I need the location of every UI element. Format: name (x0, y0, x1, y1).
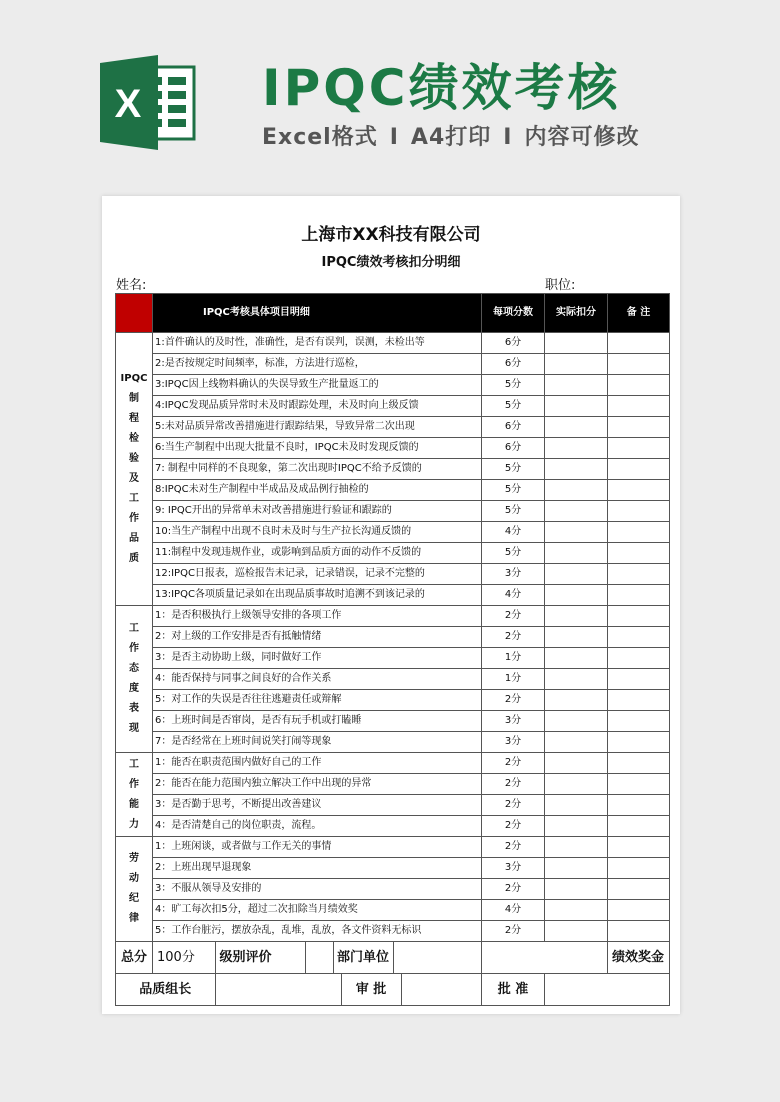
category-char: 作 (129, 643, 139, 654)
item-points: 3分 (482, 564, 545, 585)
category-char: 验 (129, 453, 139, 464)
company-name: 上海市XX科技有限公司 (301, 225, 481, 245)
table-row (116, 774, 670, 795)
note-cell[interactable] (608, 585, 670, 606)
review-value[interactable] (401, 974, 481, 1005)
table-row (116, 711, 670, 732)
item-text: 7：是否经常在上班时间说笑打闹等现象 (153, 732, 482, 753)
name-label: 姓名: (116, 278, 147, 293)
note-cell[interactable] (608, 816, 670, 837)
category-char: IPQC (120, 373, 148, 384)
table-row (116, 375, 670, 396)
banner-editable: 内容可修改 (524, 125, 640, 150)
footer-total-row (116, 942, 670, 974)
table-row (116, 585, 670, 606)
actual-deduction-cell[interactable] (545, 837, 608, 858)
note-cell[interactable] (608, 627, 670, 648)
note-cell[interactable] (608, 774, 670, 795)
actual-deduction-cell[interactable] (545, 375, 608, 396)
item-text: 13:IPQC各项质量记录如在出现品质事故时追溯不到该记录的 (153, 585, 482, 606)
actual-deduction-cell[interactable] (545, 690, 608, 711)
category-char: 力 (129, 818, 139, 830)
header-actual: 实际扣分 (545, 294, 608, 333)
category-char: 动 (129, 873, 139, 884)
note-cell[interactable] (608, 375, 670, 396)
table-row (116, 879, 670, 900)
note-cell[interactable] (608, 921, 670, 942)
item-text: 12:IPQC日报表，巡检报告未记录，记录错误，记录不完整的 (153, 564, 482, 585)
category-char: 工 (129, 758, 139, 770)
note-cell[interactable] (608, 564, 670, 585)
item-text: 2：上班出现早退现象 (153, 858, 482, 879)
item-points: 5分 (482, 501, 545, 522)
note-cell[interactable] (608, 732, 670, 753)
footer-approval-row (116, 974, 670, 1006)
item-text: 2：能否在能力范围内独立解决工作中出现的异常 (153, 774, 482, 795)
total-label: 总分 (116, 942, 153, 974)
table-row (116, 438, 670, 459)
qa-leader-value[interactable] (215, 974, 341, 1005)
item-points: 3分 (482, 858, 545, 879)
actual-deduction-cell[interactable] (545, 585, 608, 606)
category-char: 检 (129, 433, 139, 444)
evaluation-table (115, 293, 670, 1006)
item-text: 4：能否保持与同事之间良好的合作关系 (153, 669, 482, 690)
svg-text:X: X (114, 82, 142, 126)
table-row (116, 900, 670, 921)
category-char: 度 (129, 683, 139, 694)
category-char: 工 (129, 493, 139, 504)
item-points: 2分 (482, 795, 545, 816)
item-points: 2分 (482, 627, 545, 648)
table-row (116, 858, 670, 879)
note-cell[interactable] (608, 858, 670, 879)
item-points: 5分 (482, 543, 545, 564)
actual-deduction-cell[interactable] (545, 354, 608, 375)
qa-leader-label: 品质组长 (116, 974, 215, 1005)
banner-print: A4打印 (410, 125, 492, 150)
table-row (116, 333, 670, 354)
item-points: 2分 (482, 837, 545, 858)
dept-label: 部门单位 (333, 942, 393, 973)
item-points: 6分 (482, 354, 545, 375)
table-row (116, 795, 670, 816)
sheet-subtitle: IPQC绩效考核扣分明细 (321, 255, 461, 270)
note-cell[interactable] (608, 417, 670, 438)
category-char: 工 (129, 623, 139, 634)
category-char: 纪 (129, 893, 139, 904)
dept-value-cell[interactable] (482, 942, 608, 974)
category-char: 现 (129, 723, 139, 734)
actual-deduction-cell[interactable] (545, 711, 608, 732)
actual-deduction-cell[interactable] (545, 795, 608, 816)
category-char: 制 (129, 393, 139, 404)
dept-value[interactable] (393, 942, 481, 973)
item-text: 5:未对品质异常改善措施进行跟踪结果，导致异常二次出现 (153, 417, 482, 438)
table-row (116, 921, 670, 942)
actual-deduction-cell[interactable] (545, 564, 608, 585)
item-points: 6分 (482, 417, 545, 438)
note-cell[interactable] (608, 396, 670, 417)
approve-label: 批 准 (482, 974, 545, 1006)
actual-deduction-cell[interactable] (545, 459, 608, 480)
item-text: 1：上班闲谈，或者做与工作无关的事情 (153, 837, 482, 858)
note-cell[interactable] (608, 459, 670, 480)
header-corner (116, 294, 153, 333)
item-text: 1：能否在职责范围内做好自己的工作 (153, 753, 482, 774)
item-points: 5分 (482, 375, 545, 396)
actual-deduction-cell[interactable] (545, 501, 608, 522)
actual-deduction-cell[interactable] (545, 858, 608, 879)
note-cell[interactable] (608, 543, 670, 564)
category-char: 能 (129, 798, 139, 810)
actual-deduction-cell[interactable] (545, 753, 608, 774)
item-text: 7: 制程中同样的不良现象，第二次出现时IPQC不给予反馈的 (153, 459, 482, 480)
item-text: 3：是否主动协助上级，同时做好工作 (153, 648, 482, 669)
item-points: 6分 (482, 333, 545, 354)
actual-deduction-cell[interactable] (545, 648, 608, 669)
actual-deduction-cell[interactable] (545, 816, 608, 837)
item-text: 2：对上级的工作安排是否有抵触情绪 (153, 627, 482, 648)
category-char: 品 (129, 533, 139, 544)
note-cell[interactable] (608, 354, 670, 375)
table-row (116, 396, 670, 417)
excel-icon (100, 55, 198, 150)
table-row (116, 648, 670, 669)
actual-deduction-cell[interactable] (545, 732, 608, 753)
table-row (116, 564, 670, 585)
category-char: 作 (129, 513, 139, 524)
actual-deduction-cell[interactable] (545, 396, 608, 417)
note-cell[interactable] (608, 480, 670, 501)
item-text: 11:制程中发现违规作业，或影响到品质方面的动作不反馈的 (153, 543, 482, 564)
actual-deduction-cell[interactable] (545, 879, 608, 900)
category-cell (116, 753, 153, 837)
item-points: 3分 (482, 732, 545, 753)
item-points: 2分 (482, 921, 545, 942)
table-row (116, 690, 670, 711)
actual-deduction-cell[interactable] (545, 333, 608, 354)
note-cell[interactable] (608, 669, 670, 690)
note-cell[interactable] (608, 900, 670, 921)
table-row (116, 501, 670, 522)
approve-value[interactable] (545, 974, 670, 1006)
table-row (116, 417, 670, 438)
item-text: 8:IPQC未对生产制程中半成品及成品例行抽检的 (153, 480, 482, 501)
note-cell[interactable] (608, 606, 670, 627)
item-points: 4分 (482, 522, 545, 543)
item-points: 5分 (482, 396, 545, 417)
table-header-row (116, 294, 670, 333)
header-title: IPQC考核具体项目明细 (153, 294, 482, 333)
note-cell[interactable] (608, 648, 670, 669)
item-points: 5分 (482, 459, 545, 480)
note-cell[interactable] (608, 501, 670, 522)
item-points: 6分 (482, 438, 545, 459)
item-text: 9: IPQC开出的异常单未对改善措施进行验证和跟踪的 (153, 501, 482, 522)
item-text: 1：是否积极执行上级领导安排的各项工作 (153, 606, 482, 627)
item-text: 5：对工作的失误是否往往逃避责任或辩解 (153, 690, 482, 711)
spreadsheet-page (102, 196, 680, 1014)
note-cell[interactable] (608, 711, 670, 732)
item-text: 2:是否按规定时间频率，标准，方法进行巡检， (153, 354, 482, 375)
actual-deduction-cell[interactable] (545, 606, 608, 627)
banner-subtitle: Excel格式 I A4打印 I 内容可修改 (262, 125, 640, 150)
item-points: 2分 (482, 816, 545, 837)
table-row (116, 606, 670, 627)
table-row (116, 543, 670, 564)
table-row (116, 669, 670, 690)
note-cell[interactable] (608, 522, 670, 543)
item-text: 6:当生产制程中出现大批量不良时，IPQC未及时发现反馈的 (153, 438, 482, 459)
note-cell[interactable] (608, 795, 670, 816)
item-points: 1分 (482, 648, 545, 669)
banner-title: IPQC绩效考核 (262, 59, 621, 117)
item-points: 2分 (482, 879, 545, 900)
table-row (116, 732, 670, 753)
actual-deduction-cell[interactable] (545, 774, 608, 795)
actual-deduction-cell[interactable] (545, 669, 608, 690)
table-row (116, 816, 670, 837)
table-row (116, 480, 670, 501)
note-cell[interactable] (608, 690, 670, 711)
table-row (116, 753, 670, 774)
category-char: 劳 (129, 853, 139, 864)
category-cell (116, 837, 153, 942)
item-text: 6：上班时间是否窜岗，是否有玩手机或打瞌睡 (153, 711, 482, 732)
bonus-label: 绩效奖金 (608, 942, 670, 974)
item-text: 4：旷工每次扣5分，超过二次扣除当月绩效奖 (153, 900, 482, 921)
category-char: 及 (129, 473, 139, 484)
item-text: 3:IPQC因上线物料确认的失误导致生产批量返工的 (153, 375, 482, 396)
total-value: 100分 (153, 942, 215, 973)
position-label: 职位: (545, 278, 576, 293)
item-text: 4:IPQC发现品质异常时未及时跟踪处理，未及时向上级反馈 (153, 396, 482, 417)
table-row (116, 837, 670, 858)
item-text: 5：工作台脏污，摆放杂乱，乱堆，乱放，各文件资料无标识 (153, 921, 482, 942)
note-cell[interactable] (608, 879, 670, 900)
item-text: 3：不服从领导及安排的 (153, 879, 482, 900)
category-char: 表 (129, 703, 139, 714)
banner-format: Excel格式 (262, 125, 378, 150)
note-cell[interactable] (608, 753, 670, 774)
table-row (116, 354, 670, 375)
category-char: 程 (129, 413, 139, 424)
category-cell (116, 333, 153, 606)
grade-value[interactable] (305, 942, 333, 973)
category-char: 态 (129, 663, 139, 674)
item-points: 2分 (482, 690, 545, 711)
item-points: 2分 (482, 774, 545, 795)
table-row (116, 627, 670, 648)
note-cell[interactable] (608, 438, 670, 459)
actual-deduction-cell[interactable] (545, 921, 608, 942)
actual-deduction-cell[interactable] (545, 480, 608, 501)
header-note: 备 注 (608, 294, 670, 333)
item-text: 3：是否勤于思考，不断提出改善建议 (153, 795, 482, 816)
table-row (116, 522, 670, 543)
category-cell (116, 606, 153, 753)
item-points: 5分 (482, 480, 545, 501)
actual-deduction-cell[interactable] (545, 627, 608, 648)
actual-deduction-cell[interactable] (545, 522, 608, 543)
review-label: 审 批 (341, 974, 401, 1005)
header-points: 每项分数 (482, 294, 545, 333)
item-text: 4：是否清楚自己的岗位职责，流程。 (153, 816, 482, 837)
note-cell[interactable] (608, 837, 670, 858)
category-char: 律 (129, 913, 139, 924)
grade-label: 级别评价 (215, 942, 305, 973)
item-points: 4分 (482, 585, 545, 606)
item-points: 3分 (482, 711, 545, 732)
item-points: 4分 (482, 900, 545, 921)
table-row (116, 459, 670, 480)
actual-deduction-cell[interactable] (545, 543, 608, 564)
actual-deduction-cell[interactable] (545, 417, 608, 438)
item-points: 1分 (482, 669, 545, 690)
item-text: 10:当生产制程中出现不良时未及时与生产拉长沟通反馈的 (153, 522, 482, 543)
actual-deduction-cell[interactable] (545, 900, 608, 921)
category-char: 作 (129, 778, 139, 790)
item-text: 1:首件确认的及时性，准确性，是否有误判，误测，未检出等 (153, 333, 482, 354)
category-char: 质 (129, 553, 139, 564)
item-points: 2分 (482, 753, 545, 774)
note-cell[interactable] (608, 333, 670, 354)
item-points: 2分 (482, 606, 545, 627)
actual-deduction-cell[interactable] (545, 438, 608, 459)
